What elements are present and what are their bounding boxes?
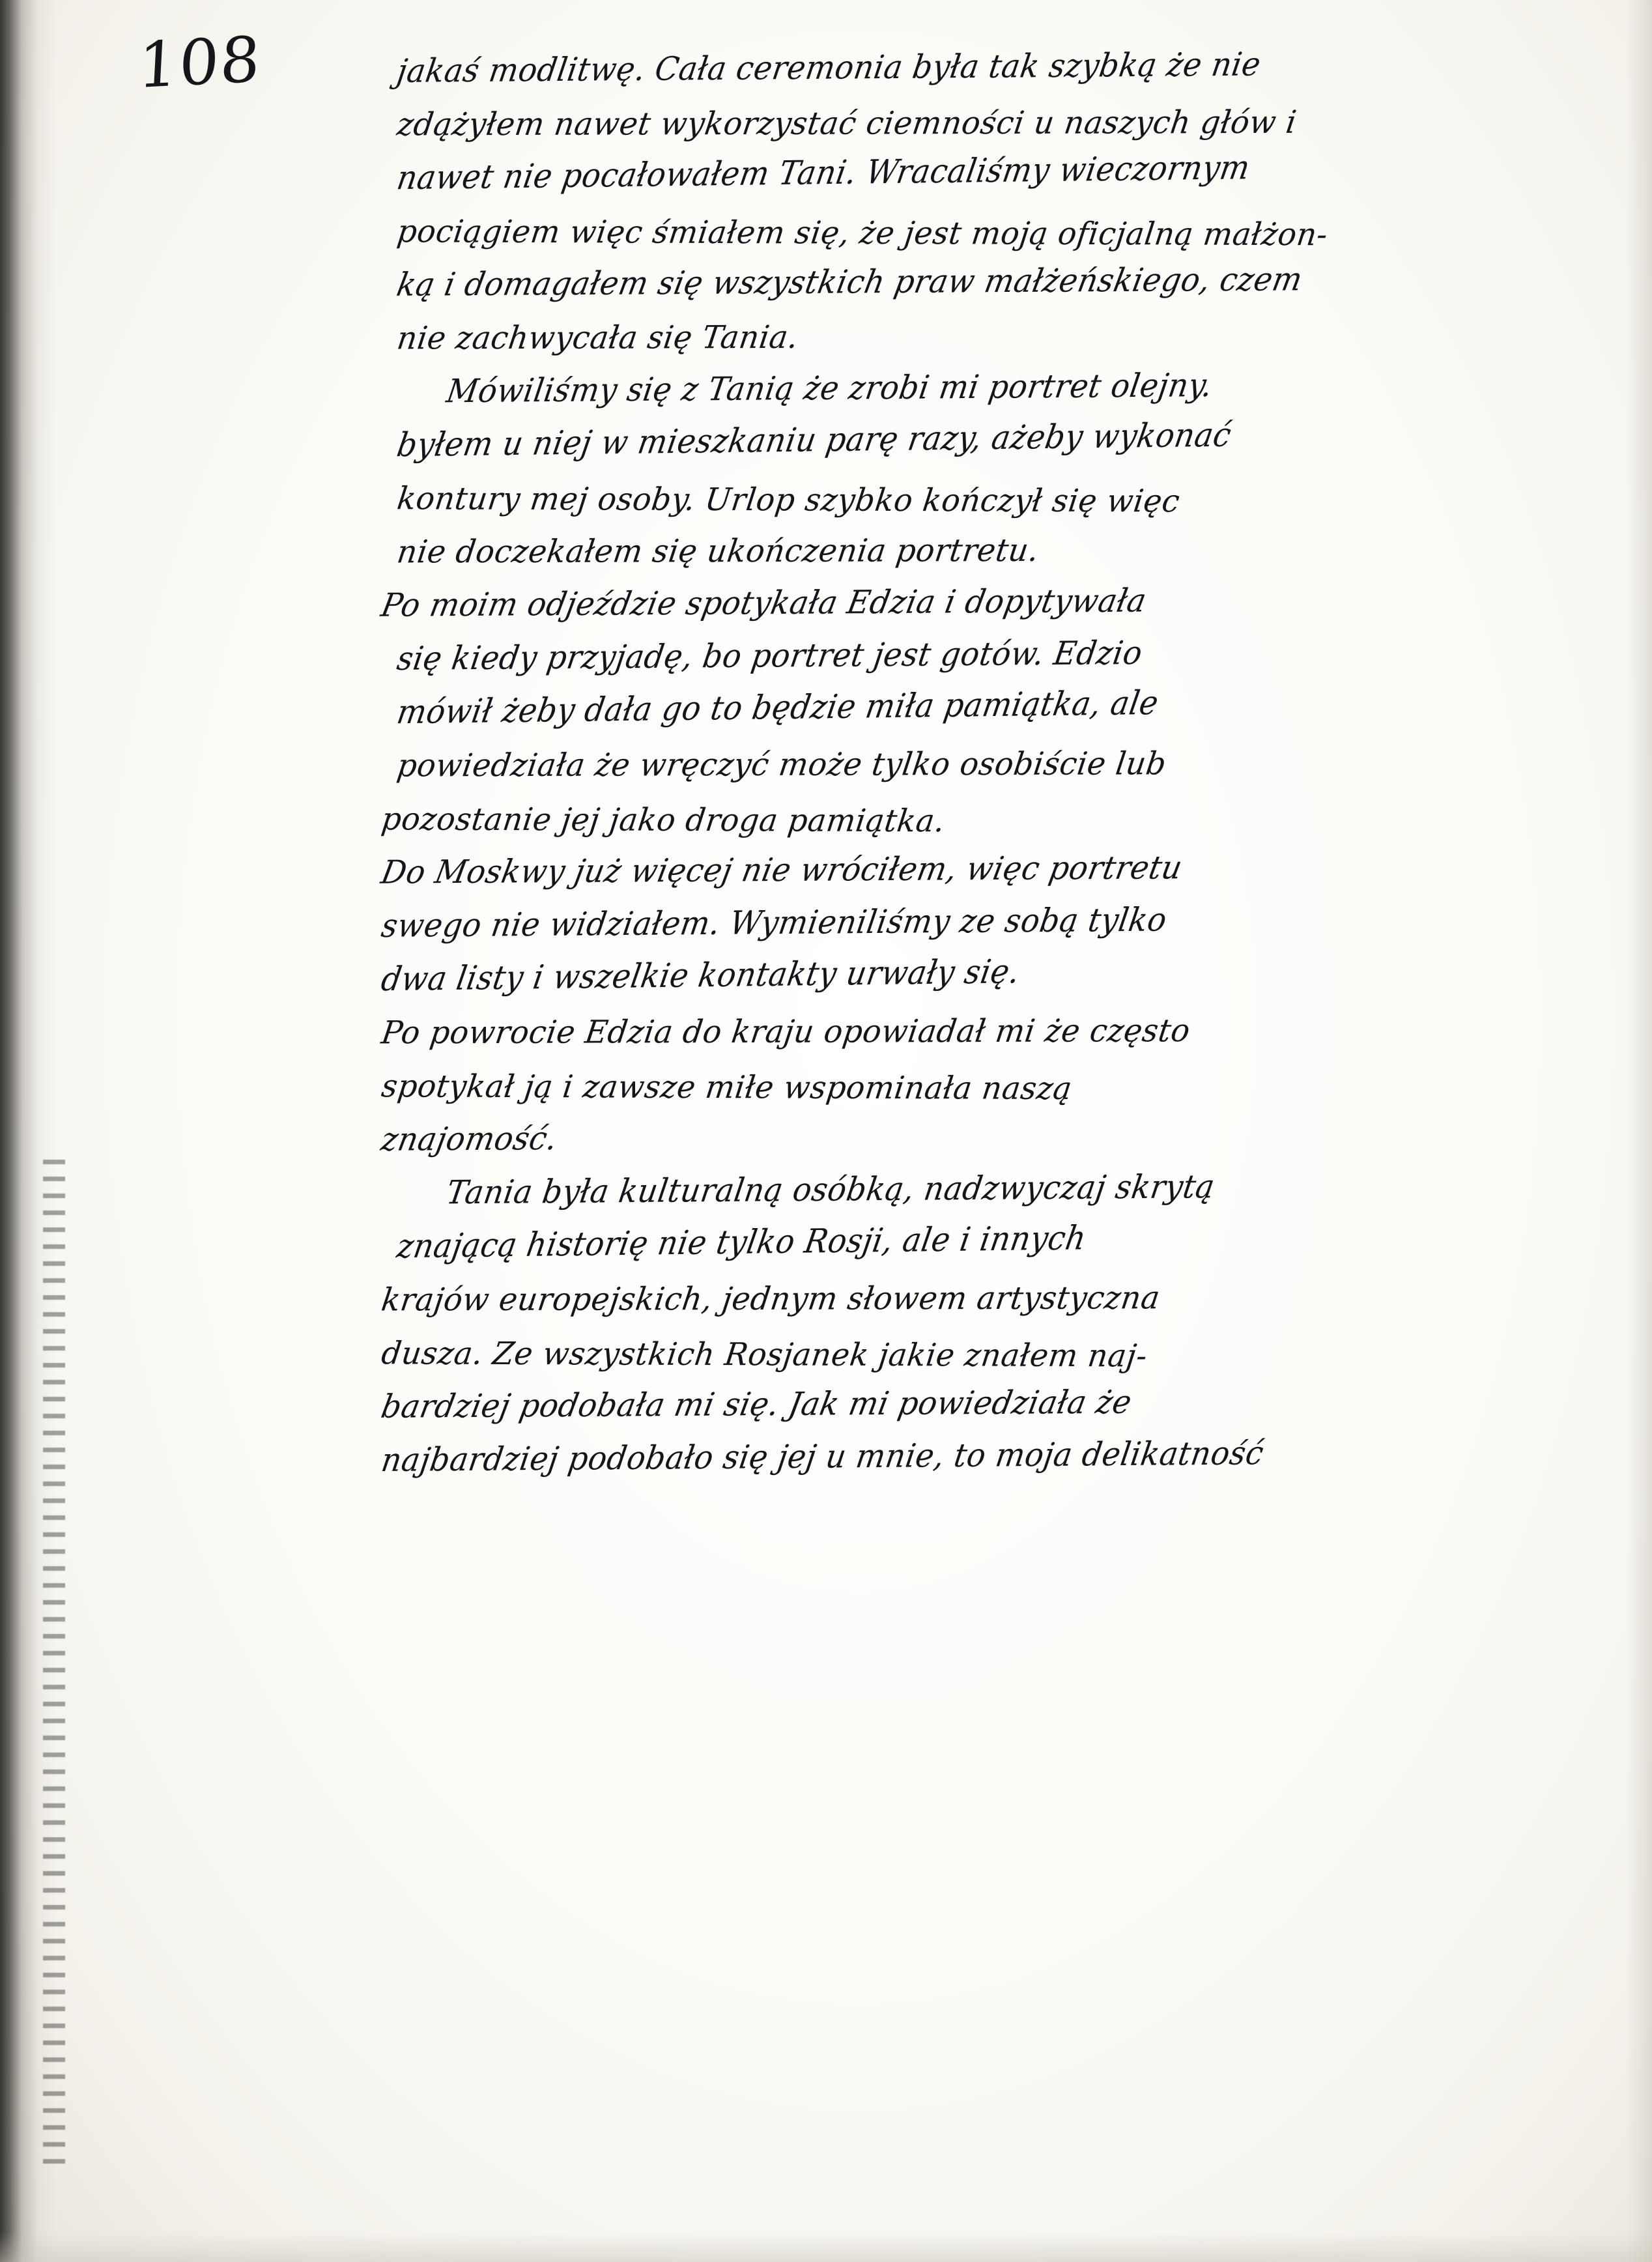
text-line: jakaś modlitwę. Cała ceremonia była tak szybką że nie xyxy=(394,45,1264,91)
text-line: ką i domagałem się wszystkich praw małżeńskiego, czem xyxy=(393,261,1306,304)
text-line: dwa listy i wszelkie kontakty urwały się. xyxy=(378,952,1023,999)
page-edge-shadow-bottom xyxy=(0,2232,1652,2262)
text-line: nie zachwycała się Tania. xyxy=(395,319,801,357)
text-line: Mówiliśmy się z Tanią że zrobi mi portret olejny. xyxy=(444,366,1216,411)
text-line: byłem u niej w mieszkaniu parę razy, ażeby wykonać xyxy=(394,416,1234,465)
text-line: pozostanie jej jako droga pamiątka. xyxy=(379,801,947,840)
text-line: swego nie widziałem. Wymieniliśmy ze sobą tylko xyxy=(378,900,1170,945)
text-line: bardziej podobała mi się. Jak mi powiedziała że xyxy=(378,1383,1135,1426)
text-line: się kiedy przyjadę, bo portret jest gotów. Edzio xyxy=(394,634,1145,678)
text-line: najbardziej podobało się jej u mnie, to moja delikatność xyxy=(378,1434,1266,1480)
text-line: nie doczekałem się ukończenia portretu. xyxy=(395,532,1042,571)
text-line: dusza. Ze wszystkich Rosjanek jakie znałem naj- xyxy=(379,1335,1150,1375)
text-line: kontury mej osoby. Urlop szybko kończył się więc xyxy=(395,480,1182,520)
page-number: 108 xyxy=(136,22,264,103)
text-line: Do Moskwy już więcej nie wróciłem, więc portretu xyxy=(378,849,1186,892)
text-line: mówił żeby dała go to będzie miła pamiątka, ale xyxy=(394,683,1161,732)
text-line: Po moim odjeździe spotykała Edzia i dopytywała xyxy=(378,582,1150,625)
text-line: pociągiem więc śmiałem się, że jest moją oficjalną małżon- xyxy=(395,213,1330,253)
text-line: znajomość. xyxy=(378,1119,561,1159)
text-line: znającą historię nie tylko Rosji, ale i innych xyxy=(394,1218,1089,1267)
handwritten-text-block xyxy=(378,45,1563,1498)
text-line: Tania była kulturalną osóbką, nadzwyczaj skrytą xyxy=(444,1167,1218,1212)
text-line: zdążyłem nawet wykorzystać ciemności u naszych głów i xyxy=(395,104,1299,143)
page-edge-shadow-right xyxy=(1626,0,1652,2262)
text-line: powiedziała że wręczyć może tylko osobiście lub xyxy=(395,745,1169,784)
text-line: krajów europejskich, jednym słowem artystyczna xyxy=(379,1280,1163,1319)
binding-perforation-marks xyxy=(43,1160,65,2176)
text-line: Po powrocie Edzia do kraju opowiadał mi że często xyxy=(379,1012,1193,1052)
text-line: nawet nie pocałowałem Tani. Wracaliśmy wieczornym xyxy=(394,148,1253,198)
text-line: spotykał ją i zawsze miłe wspominała naszą xyxy=(379,1068,1074,1108)
